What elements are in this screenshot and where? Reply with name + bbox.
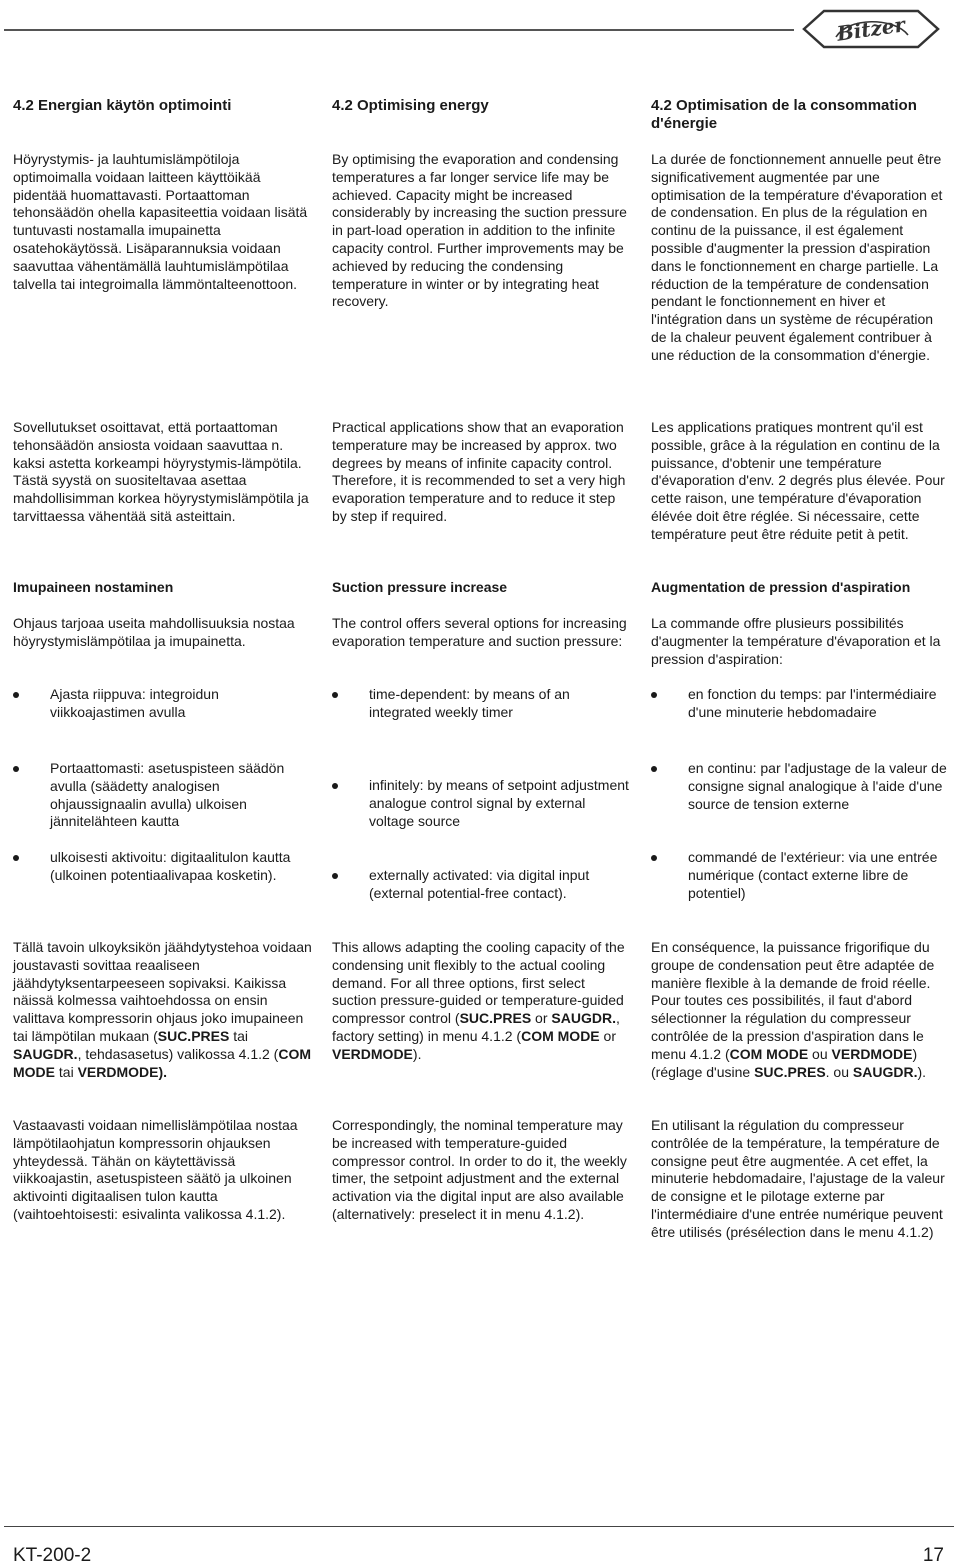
bullet-icon [13,855,19,861]
bullet-icon [651,692,657,698]
bullet-icon [651,766,657,772]
paragraph-intro: La durée de fonctionnement annuelle peut être significativement augmentée par une optimisation de la température d'évaporation et de condensation. En plus de la régulation en continu de la puissance, il est également possible d'augmenter la pression d'aspiration dans le fonctionnement en charge partielle. La réduction de la température de condensation pendant le fonctionnement en hiver et l'intégration dans un système de récupération de la chaleur peuvent également contribuer à une réduction de la consommation d'énergie. [651,151,943,363]
paragraph-intro: Höyrystymis- ja lauhtumislämpötiloja optimoimalla voidaan laitteen käyttöikää pidentää huomattavasti. Portaattoman tehonsäädön ohella kapasiteettia voidaan lisätä tuntuvasti nostamalla imupainetta osatehokäytössä. Lisäparannuksia voidaan saavuttaa vähentämällä lauhtumislämpötilaa talvella tai integroimalla lämmöntalteenottoon. [13,151,308,292]
subheading-suction-pressure: Imupaineen nostaminen [13,579,174,595]
paragraph-nominal-temperature: En utilisant la régulation du compresseur contrôlée de la température, la température de consigne peut être augmentée. A cet effet, la minuterie hebdomadaire, l'ajustage de la valeur de consigne et le pilotage externe par l'intermédiaire d'une entrée numérique peuvent être utilisés (présélection dans le menu 4.1.2) [651,1117,945,1240]
logo-wordmark: Bitzer [835,12,907,46]
footer-rule [4,1526,954,1527]
section-heading: 4.2 Optimisation de la consommation d'énergie [651,97,917,132]
paragraph-applications: Practical applications show that an evaporation temperature may be increased by approx. two degrees by means of infinite capacity control. Therefore, it is recommended to set a very high evaporation temperature and to reduce it step by step if required. [332,419,626,524]
paragraph-options: The control offers several options for increasing evaporation temperature and suction pressure: [332,615,627,649]
paragraph-nominal-temperature: Correspondingly, the nominal temperature may be increased with temperature-guided compressor control. In order to do it, the weekly timer, the setpoint adjustment and the external activation via the digital input are also available (alternatively: preselect it in menu 4.1.2). [332,1117,627,1222]
section-heading: 4.2 Optimising energy [332,97,489,114]
bullet-icon [13,766,19,772]
page-number: 17 [922,1545,944,1566]
bullet-icon [332,783,338,789]
bullet-icon [332,692,338,698]
paragraph-cooling-capacity: Tällä tavoin ulkoyksikön jäähdytystehoa voidaan joustavasti sovittaa reaaliseen jäähdytyksentarpeeseen sopivaksi. Kaikissa näissä kolmessa vaihtoehdossa on ensin valittava kompressorin ohjaus joko imupaineen tai lämpötilan mukaan (SUC.PRES tai SAUGDR., tehdasasetus) valikossa 4.1.2 (COM MODE tai VERDMODE). [13,939,312,1080]
paragraph-intro: By optimising the evaporation and condensing temperatures a far longer service life may be achieved. Capacity might be increased considerably by increasing the suction pressure in part-load operation in addition to the infinite capacity control. Further improvements may be achieved by reducing the condensing temperature in winter or by integrating heat recovery. [332,151,627,310]
section-heading: 4.2 Energian käytön optimointi [13,97,232,114]
bitzer-logo [796,6,946,52]
bullet-icon [651,855,657,861]
subheading-suction-pressure: Augmentation de pression d'aspiration [651,579,911,595]
paragraph-cooling-capacity: En conséquence, la puissance frigorifique du groupe de condensation peut être adaptée de manière flexible à la demande de froid réelle. Pour toutes ces possibilités, il faut d'abord sélectionner la régulation du compresseur contrôlée de la pression d'aspiration dans le menu 4.1.2 (COM MODE ou VERDMODE) (réglage d'usine SUC.PRES. ou SAUGDR.). [651,939,935,1080]
header-rule [4,29,794,31]
paragraph-applications: Les applications pratiques montrent qu'il est possible, grâce à la régulation en continu de la puissance, d'obtenir une température d'évaporation d'env. 2 degrés plus élevée. Pour cette raison, une température d'évaporation élévée doit être réglée. Si nécessaire, cette température peut être réduite petit à petit. [651,419,945,542]
document-id: KT-200-2 [13,1545,92,1566]
paragraph-applications: Sovellutukset osoittavat, että portaattoman tehonsäädön ansiosta voidaan saavuttaa n. kaksi astetta korkeampi höyrystymis-lämpötila. Tästä syystä on suositeltavaa asettaa mahdollisimman korkea höyrystymislämpötila ja tarvittaessa vähentää sitä asteittain. [13,419,309,524]
paragraph-options: La commande offre plusieurs possibilités d'augmenter la température d'évaporation et la pression d'aspiration: [651,615,941,667]
subheading-suction-pressure: Suction pressure increase [332,579,508,595]
paragraph-options: Ohjaus tarjoaa useita mahdollisuuksia nostaa höyrystymislämpötilaa ja imupainetta. [13,615,295,649]
bullet-icon [13,692,19,698]
paragraph-cooling-capacity: This allows adapting the cooling capacity of the condensing unit flexibly to the actual cooling demand. For all three options, first select suction pressure-guided or temperature-guided compressor control (SUC.PRES or SAUGDR., factory setting) in menu 4.1.2 (COM MODE or VERDMODE). [332,939,625,1062]
bullet-icon [332,873,338,879]
paragraph-nominal-temperature: Vastaavasti voidaan nimellislämpötilaa nostaa lämpötilaohjatun kompressorin ohjauksen yhteydessä. Tähän on käytettävissä viikkoajastin, asetuspisteen säätö ja ulkoinen aktivointi digitaalisen tulon kautta (vaihtoehtoisesti: esivalinta valikossa 4.1.2). [13,1117,298,1222]
